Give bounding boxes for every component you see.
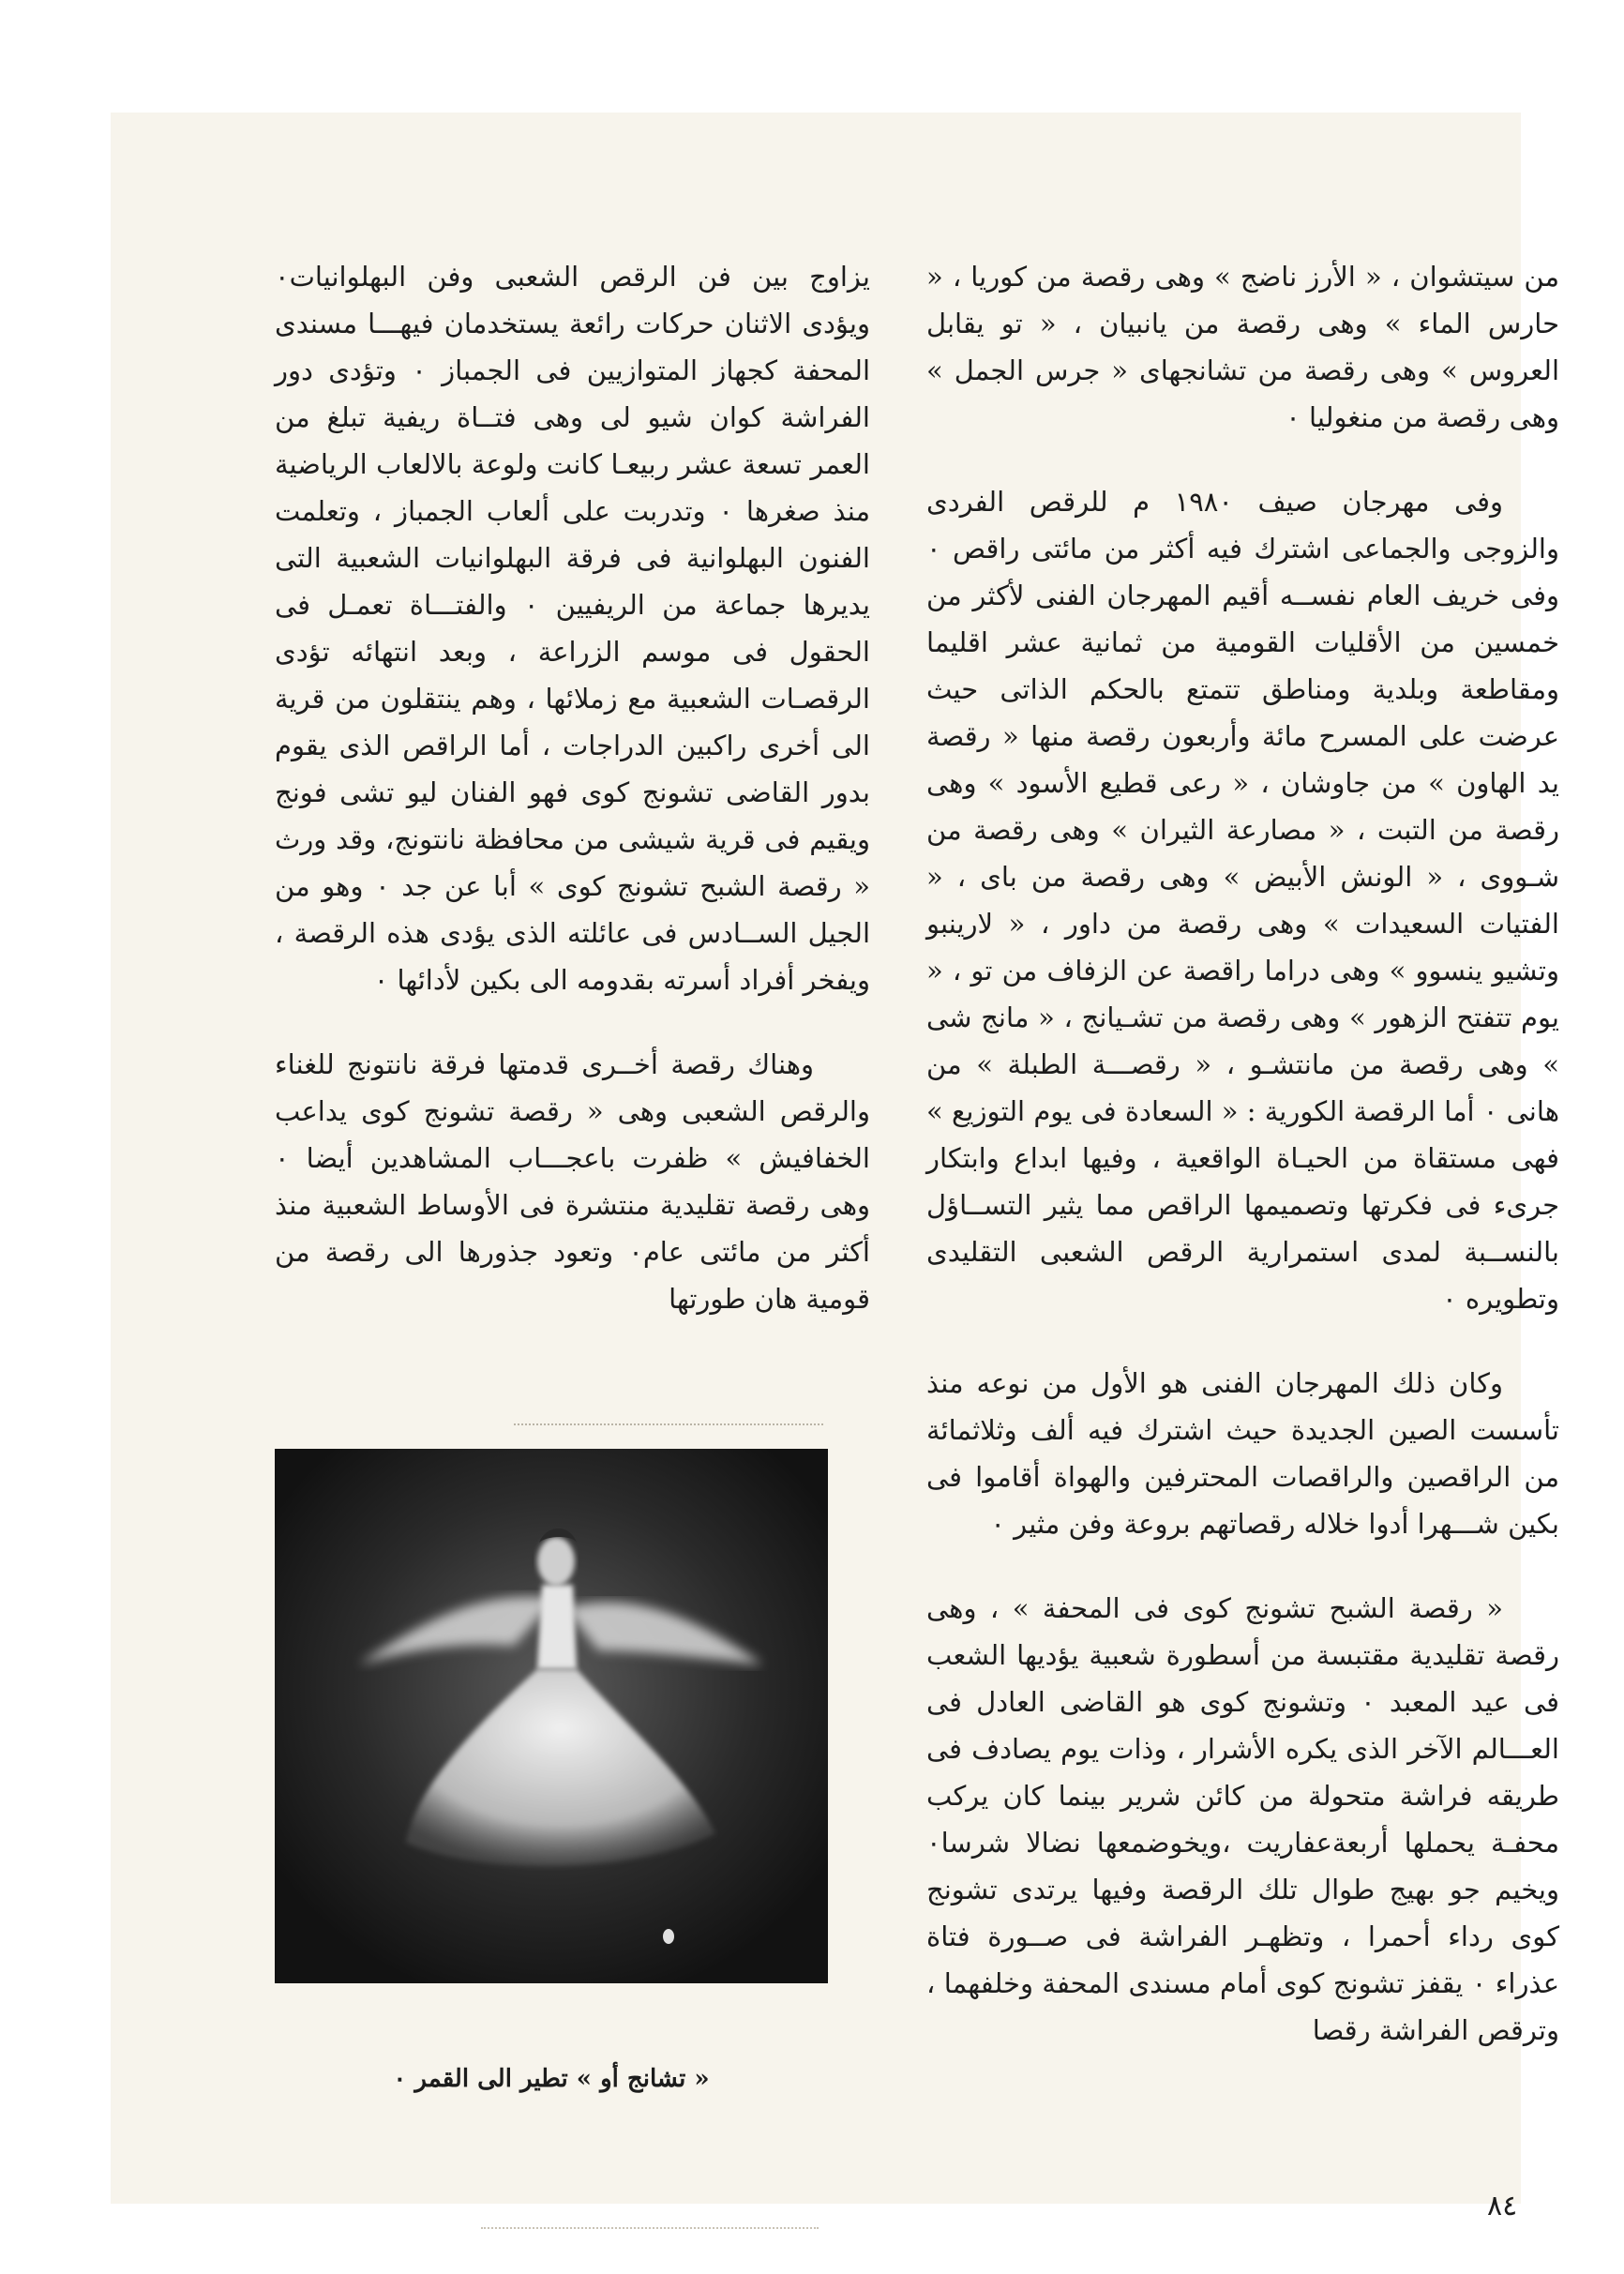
photo-caption: « تشانج أو » تطير الى القمر ٠: [393, 2065, 710, 2093]
footer-divider: [481, 2227, 819, 2229]
dancer-illustration: [275, 1449, 828, 1983]
dancer-photo: [275, 1449, 828, 1983]
paragraph: وهناك رقصة أخــرى قدمتها فرقة نانتونج للغناء والرقص الشعبى وهى « رقصة تشونج كوى يداعب الخفافيش » ظفرت باعجـــاب المشاهدين أيضا ٠ وهى رقصة تقليدية منتشرة فى الأوساط الشعبية منذ أكثر من مائتى عام٠ وتعود جذورها الى رقصة من قومية هان طورتها: [275, 1048, 870, 1315]
paragraph: من سيتشوان ، « الأرز ناضج » وهى رقصة من كوريا ، « حارس الماء » وهى رقصة من يانبيان ، « تو يقابل العروس » وهى رقصة من تشانجهاى « جرس الجمل » وهى رقصة من منغوليا ٠: [926, 261, 1559, 433]
paragraph: « رقصة الشبح تشونج كوى فى المحفة » ، وهى رقصة تقليدية مقتبسة من أسطورة شعبية يؤديها الشعب فى عيد المعبد ٠ وتشونج كوى هو القاضى العادل فى العـــالم الآخر الذى يكره الأشرار ، وذات يوم يصادف فى طريقه فراشة متحولة من كائن شرير بينما كان يركب محفـة يحملها أربعةعفاريت ،ويخوضمعها نضالا شرسا٠ ويخيم جو بهيج طوال تلك الرقصة وفيها يرتدى تشونج كوى رداء أحمرا ، وتظهـر الفراشة فى صــورة فتاة عذراء ٠ يقفز تشونج كوى أمام مسندى المحفة وخلفهما ، وترقص الفراشة رقصا: [926, 1592, 1559, 2046]
paragraph: وكان ذلك المهرجان الفنى هو الأول من نوعه منذ تأسست الصين الجديدة حيث اشترك فيه ألف وثلاثمائة من الراقصين والراقصات المحترفين والهواة أقاموا فى بكين شـــهرا أدوا خلاله رقصاتهم بروعة وفن مثير ٠: [926, 1367, 1559, 1540]
paragraph: وفى مهرجان صيف ١٩٨٠ م للرقص الفردى والزوجى والجماعى اشترك فيه أكثر من مائتى راقص ٠ وفى خريف العام نفســه أقيم المهرجان الفنى لأكثر من خمسين من الأقليات القومية من ثمانية عشر اقليما ومقاطعة وبلدية ومناطق تتمتع بالحكم الذاتى حيث عرضت على المسرح مائة وأربعون رقصة منها « رقصة يد الهاون » من جاوشان ، « رعى قطيع الأسود » وهى رقصة من التبت ، « مصارعة الثيران » وهى رقصة من شـووى ، « الونش الأبيض » وهى رقصة من باى ، « الفتيات السعيدات » وهى رقصة من داور ، « لارينبو وتشيو ينسوو » وهى دراما راقصة عن الزفاف من تو ، « يوم تتفتح الزهور » وهى رقصة من تشـيانج ، « مانج شى » وهى رقصة من مانتشـو ، « رقصـــة الطبلة » من هانى ٠ أما الرقصة الكورية : « السعادة فى يوم التوزيع » فهى مستقاة من الحيـاة الواقعية ، وفيها ابداع وابتكار جرىء فى فكرتها وتصميمها الراقص مما يثير التســاؤل بالنســبة لمدى استمرارية الرقص الشعبى التقليدى وتطويره ٠: [926, 486, 1559, 1315]
magazine-page: [111, 113, 1559, 2222]
page-number: ٨٤: [1487, 2190, 1518, 2222]
divider: [514, 1423, 823, 1425]
paragraph: يزاوج بين فن الرقص الشعبى وفن البهلوانيات٠ ويؤدى الاثنان حركات رائعة يستخدمان فيهـــا مسندى المحفة كجهاز المتوازيين فى الجمباز ٠ وتؤدى دور الفراشة كوان شيو لى وهى فتــاة ريفية تبلغ من العمر تسعة عشر ربيعـا كانت ولوعة بالالعاب الرياضية منذ صغرها ٠ وتدربت على ألعاب الجمباز ، وتعلمت الفنون البهلوانية فى فرقة البهلوانيات الشعبية التى يديرها جماعة من الريفيين ٠ والفتـــاة تعمـل فى الحقول فى موسم الزراعة ، وبعد انتهائه تؤدى الرقصـات الشعبية مع زملائها ، وهم ينتقلون من قرية الى أخرى راكبين الدراجات ، أما الراقص الذى يقوم بدور القاضى تشونج كوى فهو الفنان ليو تشى فونج ويقيم فى قرية شيشى من محافظة نانتونج، وقد ورث « رقصة الشبح تشونج كوى » أبا عن جد ٠ وهو من الجيل الســادس فى عائلته الذى يؤدى هذه الرقصة ، ويفخر أفراد أسرته بقدومه الى بكين لأدائها ٠: [275, 261, 871, 996]
left-text-column: [275, 253, 870, 1360]
right-text-column: [926, 253, 1559, 2091]
